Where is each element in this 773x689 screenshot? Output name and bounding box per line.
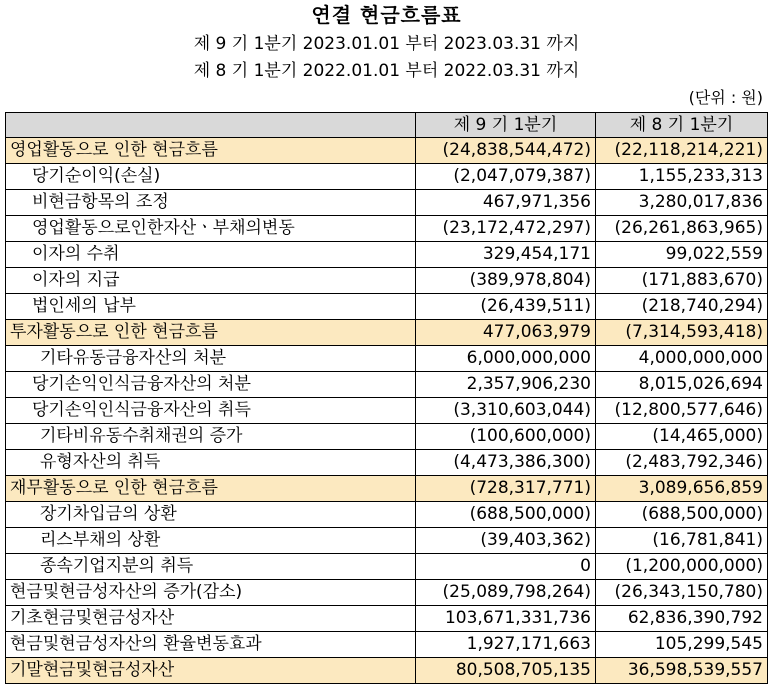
value-period-8: 99,022,559	[596, 242, 768, 268]
table-row	[6, 606, 768, 632]
value-period-9: (25,089,798,264)	[416, 580, 596, 606]
row-label: 재무활동으로 인한 현금흐름	[6, 476, 416, 502]
value-period-8: (2,483,792,346)	[596, 450, 768, 476]
value-period-9: 0	[416, 554, 596, 580]
value-period-8: 62,836,390,792	[596, 606, 768, 632]
table-row	[6, 216, 768, 242]
row-label: 투자활동으로 인한 현금흐름	[6, 320, 416, 346]
value-period-9: 6,000,000,000	[416, 346, 596, 372]
table-row	[6, 190, 768, 216]
row-label: 법인세의 납부	[6, 294, 416, 320]
table-row	[6, 528, 768, 554]
table-row	[6, 632, 768, 658]
value-period-8: (16,781,841)	[596, 528, 768, 554]
value-period-9: (389,978,804)	[416, 268, 596, 294]
value-period-8: (14,465,000)	[596, 424, 768, 450]
value-period-8: (26,343,150,780)	[596, 580, 768, 606]
value-period-8: (171,883,670)	[596, 268, 768, 294]
table-row	[6, 138, 768, 164]
value-period-9: 2,357,906,230	[416, 372, 596, 398]
row-label: 유형자산의 취득	[6, 450, 416, 476]
table-row	[6, 502, 768, 528]
cash-flow-table	[5, 112, 768, 684]
value-period-8: 8,015,026,694	[596, 372, 768, 398]
period-current: 제 9 기 1분기 2023.01.01 부터 2023.03.31 까지	[193, 34, 580, 54]
row-label: 기초현금및현금성자산	[6, 606, 416, 632]
row-label: 기타유동금융자산의 처분	[6, 346, 416, 372]
table-row	[6, 320, 768, 346]
value-period-9: 103,671,331,736	[416, 606, 596, 632]
header-account	[6, 113, 416, 138]
value-period-9: 329,454,171	[416, 242, 596, 268]
table-row	[6, 658, 768, 684]
value-period-8: (688,500,000)	[596, 502, 768, 528]
table-row	[6, 450, 768, 476]
value-period-8: (26,261,863,965)	[596, 216, 768, 242]
row-label: 기말현금및현금성자산	[6, 658, 416, 684]
table-row	[6, 346, 768, 372]
value-period-8: 105,299,545	[596, 632, 768, 658]
row-label: 현금및현금성자산의 환율변동효과	[6, 632, 416, 658]
table-row	[6, 476, 768, 502]
header-period-9: 제 9 기 1분기	[416, 113, 596, 138]
value-period-9: 477,063,979	[416, 320, 596, 346]
row-label: 이자의 수취	[6, 242, 416, 268]
row-label: 당기손익인식금융자산의 취득	[6, 398, 416, 424]
table-row	[6, 580, 768, 606]
table-row	[6, 164, 768, 190]
table-row	[6, 268, 768, 294]
row-label: 비현금항목의 조정	[6, 190, 416, 216]
row-label: 종속기업지분의 취득	[6, 554, 416, 580]
value-period-8: 3,089,656,859	[596, 476, 768, 502]
value-period-8: (22,118,214,221)	[596, 138, 768, 164]
table-row	[6, 424, 768, 450]
row-label: 당기순이익(손실)	[6, 164, 416, 190]
period-prior: 제 8 기 1분기 2022.01.01 부터 2022.03.31 까지	[193, 61, 580, 81]
value-period-9: (26,439,511)	[416, 294, 596, 320]
row-label: 리스부채의 상환	[6, 528, 416, 554]
value-period-9: (688,500,000)	[416, 502, 596, 528]
value-period-9: (39,403,362)	[416, 528, 596, 554]
value-period-9: 80,508,705,135	[416, 658, 596, 684]
value-period-9: 1,927,171,663	[416, 632, 596, 658]
value-period-9: (23,172,472,297)	[416, 216, 596, 242]
row-label: 장기차입금의 상환	[6, 502, 416, 528]
row-label: 이자의 지급	[6, 268, 416, 294]
unit-label: (단위 : 원)	[688, 88, 763, 107]
value-period-9: (2,047,079,387)	[416, 164, 596, 190]
table-header-row	[6, 113, 768, 138]
value-period-9: 467,971,356	[416, 190, 596, 216]
value-period-8: (1,200,000,000)	[596, 554, 768, 580]
value-period-8: (7,314,593,418)	[596, 320, 768, 346]
statement-title: 연결 현금흐름표	[311, 3, 462, 27]
table-row	[6, 294, 768, 320]
row-label: 당기손익인식금융자산의 처분	[6, 372, 416, 398]
value-period-9: (24,838,544,472)	[416, 138, 596, 164]
table-row	[6, 398, 768, 424]
value-period-8: 1,155,233,313	[596, 164, 768, 190]
table-body	[6, 138, 768, 684]
table-row	[6, 372, 768, 398]
table-row	[6, 554, 768, 580]
table-row	[6, 242, 768, 268]
value-period-9: (100,600,000)	[416, 424, 596, 450]
header-period-8: 제 8 기 1분기	[596, 113, 768, 138]
value-period-9: (728,317,771)	[416, 476, 596, 502]
value-period-9: (3,310,603,044)	[416, 398, 596, 424]
value-period-8: 3,280,017,836	[596, 190, 768, 216]
row-label: 영업활동으로 인한 현금흐름	[6, 138, 416, 164]
row-label: 현금및현금성자산의 증가(감소)	[6, 580, 416, 606]
value-period-8: (12,800,577,646)	[596, 398, 768, 424]
value-period-8: (218,740,294)	[596, 294, 768, 320]
value-period-9: (4,473,386,300)	[416, 450, 596, 476]
row-label: 영업활동으로인한자산ㆍ부채의변동	[6, 216, 416, 242]
value-period-8: 36,598,539,557	[596, 658, 768, 684]
row-label: 기타비유동수취채권의 증가	[6, 424, 416, 450]
value-period-8: 4,000,000,000	[596, 346, 768, 372]
